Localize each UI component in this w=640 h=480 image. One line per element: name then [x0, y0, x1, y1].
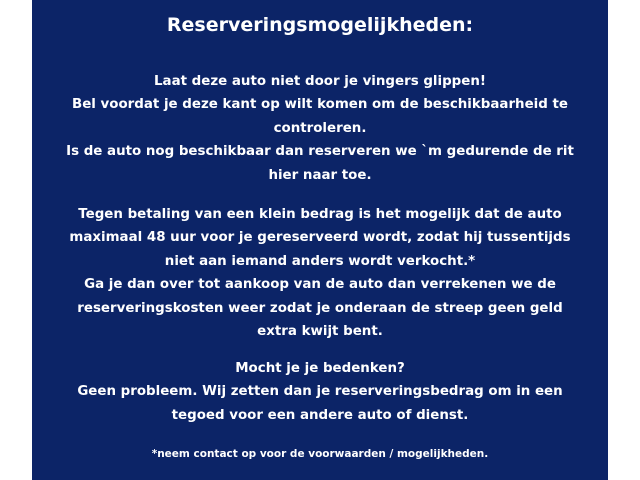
- text-line: niet aan iemand anders wordt verkocht.*: [164, 253, 476, 269]
- footnote: *neem contact op voor de voorwaarden / mogelijkheden.: [151, 448, 489, 460]
- payment-paragraph: [32, 203, 608, 343]
- text-line: Geen probleem. Wij zetten dan je reserveringsbedrag om in een: [77, 384, 563, 400]
- text-line: Tegen betaling van een klein bedrag is het mogelijk dat de auto: [78, 207, 562, 222]
- text-line: hier naar toe.: [268, 167, 372, 183]
- change-of-mind-paragraph: [32, 357, 608, 427]
- text-line: Is de auto nog beschikbaar dan reserveren we `m gedurende de rit: [66, 144, 574, 160]
- page-title: Reserveringsmogelijkheden:: [166, 14, 474, 36]
- intro-paragraph: [32, 70, 608, 187]
- text-line: Bel voordat je deze kant op wilt komen om de beschikbaarheid te: [71, 97, 568, 113]
- text-line: maximaal 48 uur voor je gereserveerd wordt, zodat hij tussentijds: [69, 230, 571, 246]
- text-line: controleren.: [273, 120, 367, 136]
- text-line: extra kwijt bent.: [257, 324, 383, 340]
- reservation-info-panel: [32, 0, 608, 480]
- text-line: tegoed voor een andere auto of dienst.: [171, 407, 469, 423]
- text-line: Laat deze auto niet door je vingers glippen!: [154, 74, 486, 89]
- text-line: Mocht je je bedenken?: [235, 361, 405, 376]
- text-line: reserveringskosten weer zodat je onderaan de streep geen geld: [77, 300, 563, 316]
- text-line: Ga je dan over tot aankoop van de auto dan verrekenen we de: [84, 277, 556, 293]
